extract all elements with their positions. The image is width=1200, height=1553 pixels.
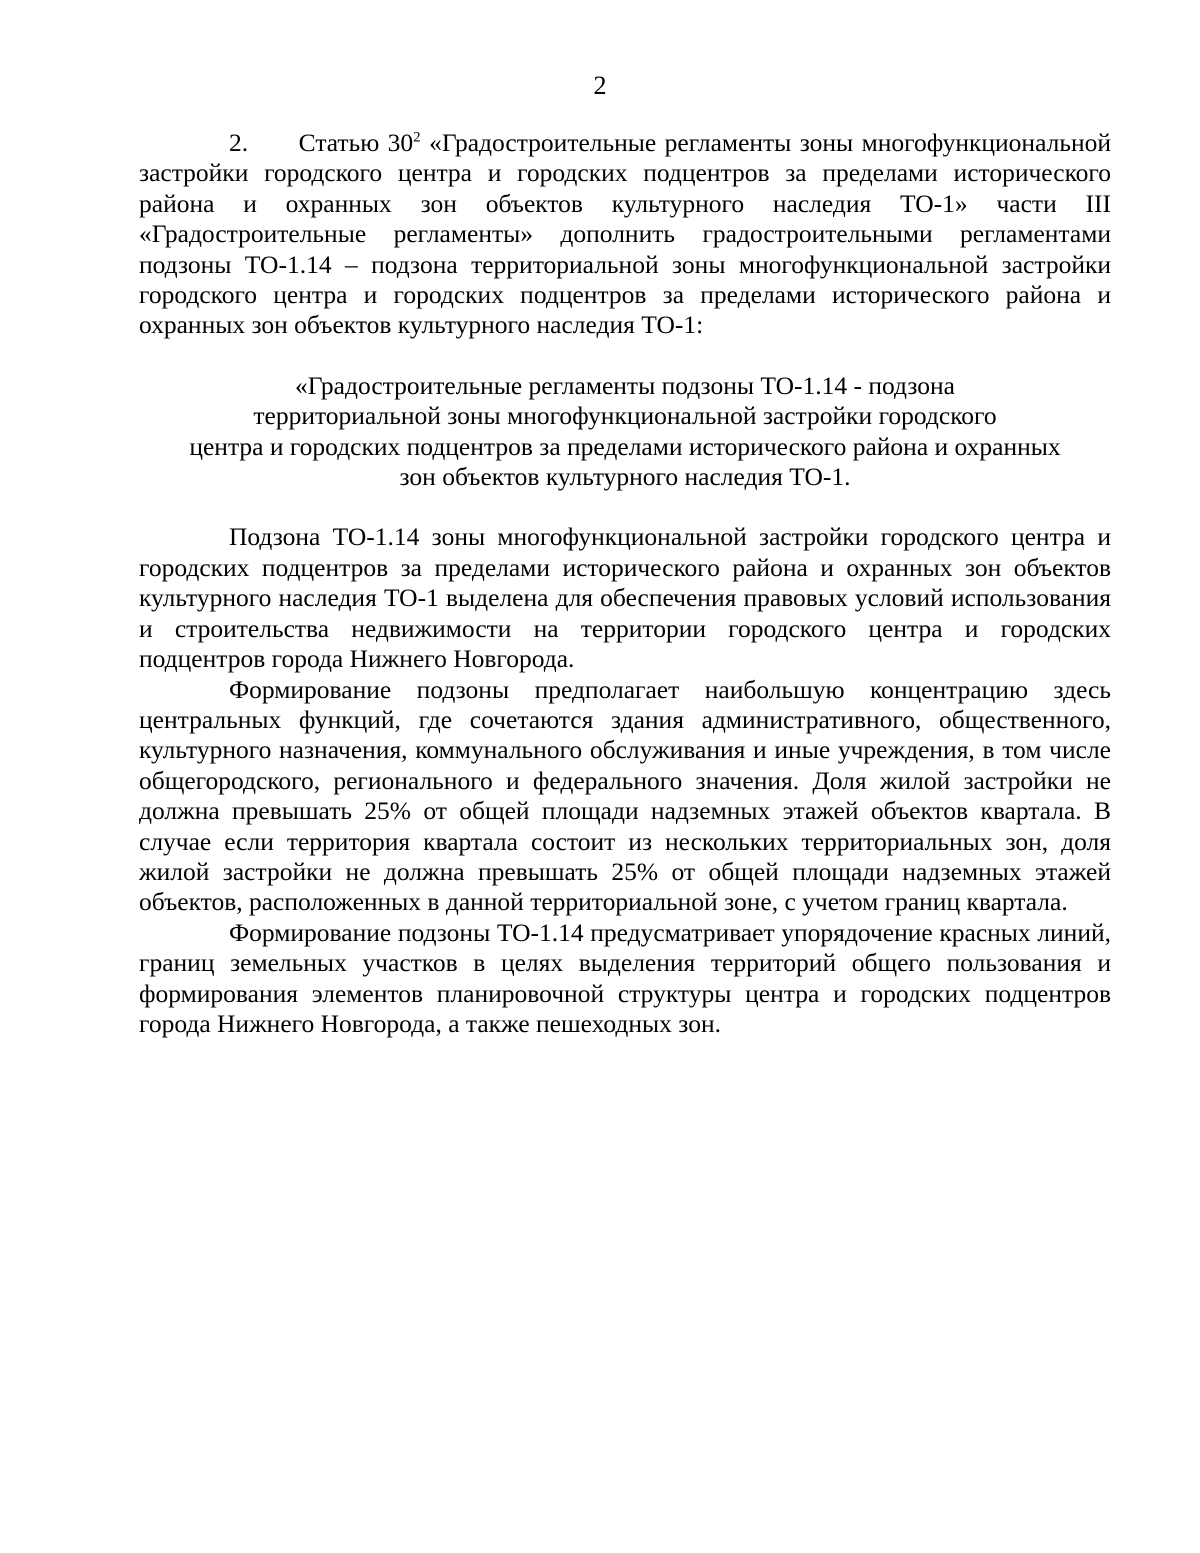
item-2-number: 2. (229, 128, 249, 157)
document-body (139, 128, 1111, 1039)
paragraph-subzone-purpose: Подзона ТО-1.14 зоны многофункциональной застройки городского центра и городских подцентров за пределами исторического района и охранных зон объектов культурного наследия ТО-1 выделена для обеспечения правовых условий использования и строительства недвижимости на территории городского центра и городских подцентров города Нижнего Новгорода. (139, 522, 1111, 674)
item-2-text: «Градостроительные регламенты зоны многофункциональной застройки городского центра и городских подцентров за пределами исторического района и охранных зон объектов культурного наследия ТО-1» части III «Градостроительные регламенты» дополнить градостроительными регламентами подзоны ТО-1.14 – подзона территориальной зоны многофункциональной застройки городского центра и городских подцентров за пределами исторического района и охранных зон объектов культурного наследия ТО-1: (139, 128, 1112, 340)
heading-line-1: «Градостроительные регламенты подзоны ТО-1.14 - подзона (295, 370, 955, 400)
paragraph-subzone-formation: Формирование подзоны предполагает наибольшую концентрацию здесь центральных функций, где сочетаются здания административного, общественного, культурного назначения, коммунального обслуживания и иные учреждения, в том числе общегородского, регионального и федерального значения. Доля жилой застройки не должна превышать 25% от общей площади надземных этажей объектов квартала. В случае если территория квартала состоит из нескольких территориальных зон, доля жилой застройки не должна превышать 25% от общей площади надземных этажей объектов, расположенных в данной территориальной зоне, с учетом границ квартала. (139, 674, 1111, 917)
section-heading (139, 371, 1111, 493)
heading-line-4: зон объектов культурного наследия ТО-1. (399, 462, 851, 492)
paragraph-subzone-red-lines: Формирование подзоны ТО-1.14 предусматривает упорядочение красных линий, границ земельных участков в целях выделения территорий общего пользования и формирования элементов планировочной структуры центра и городских подцентров города Нижнего Новгорода, а также пешеходных зон. (139, 917, 1111, 1038)
heading-line-2: территориальной зоны многофункциональной застройки городского (253, 401, 997, 431)
item-2-paragraph (139, 128, 1111, 341)
page-number: 2 (593, 71, 607, 100)
item-2-article: Статью 30 (298, 128, 414, 157)
heading-line-3: центра и городских подцентров за пределами исторического района и охранных (189, 431, 1061, 461)
article-superscript: 2 (413, 129, 421, 146)
